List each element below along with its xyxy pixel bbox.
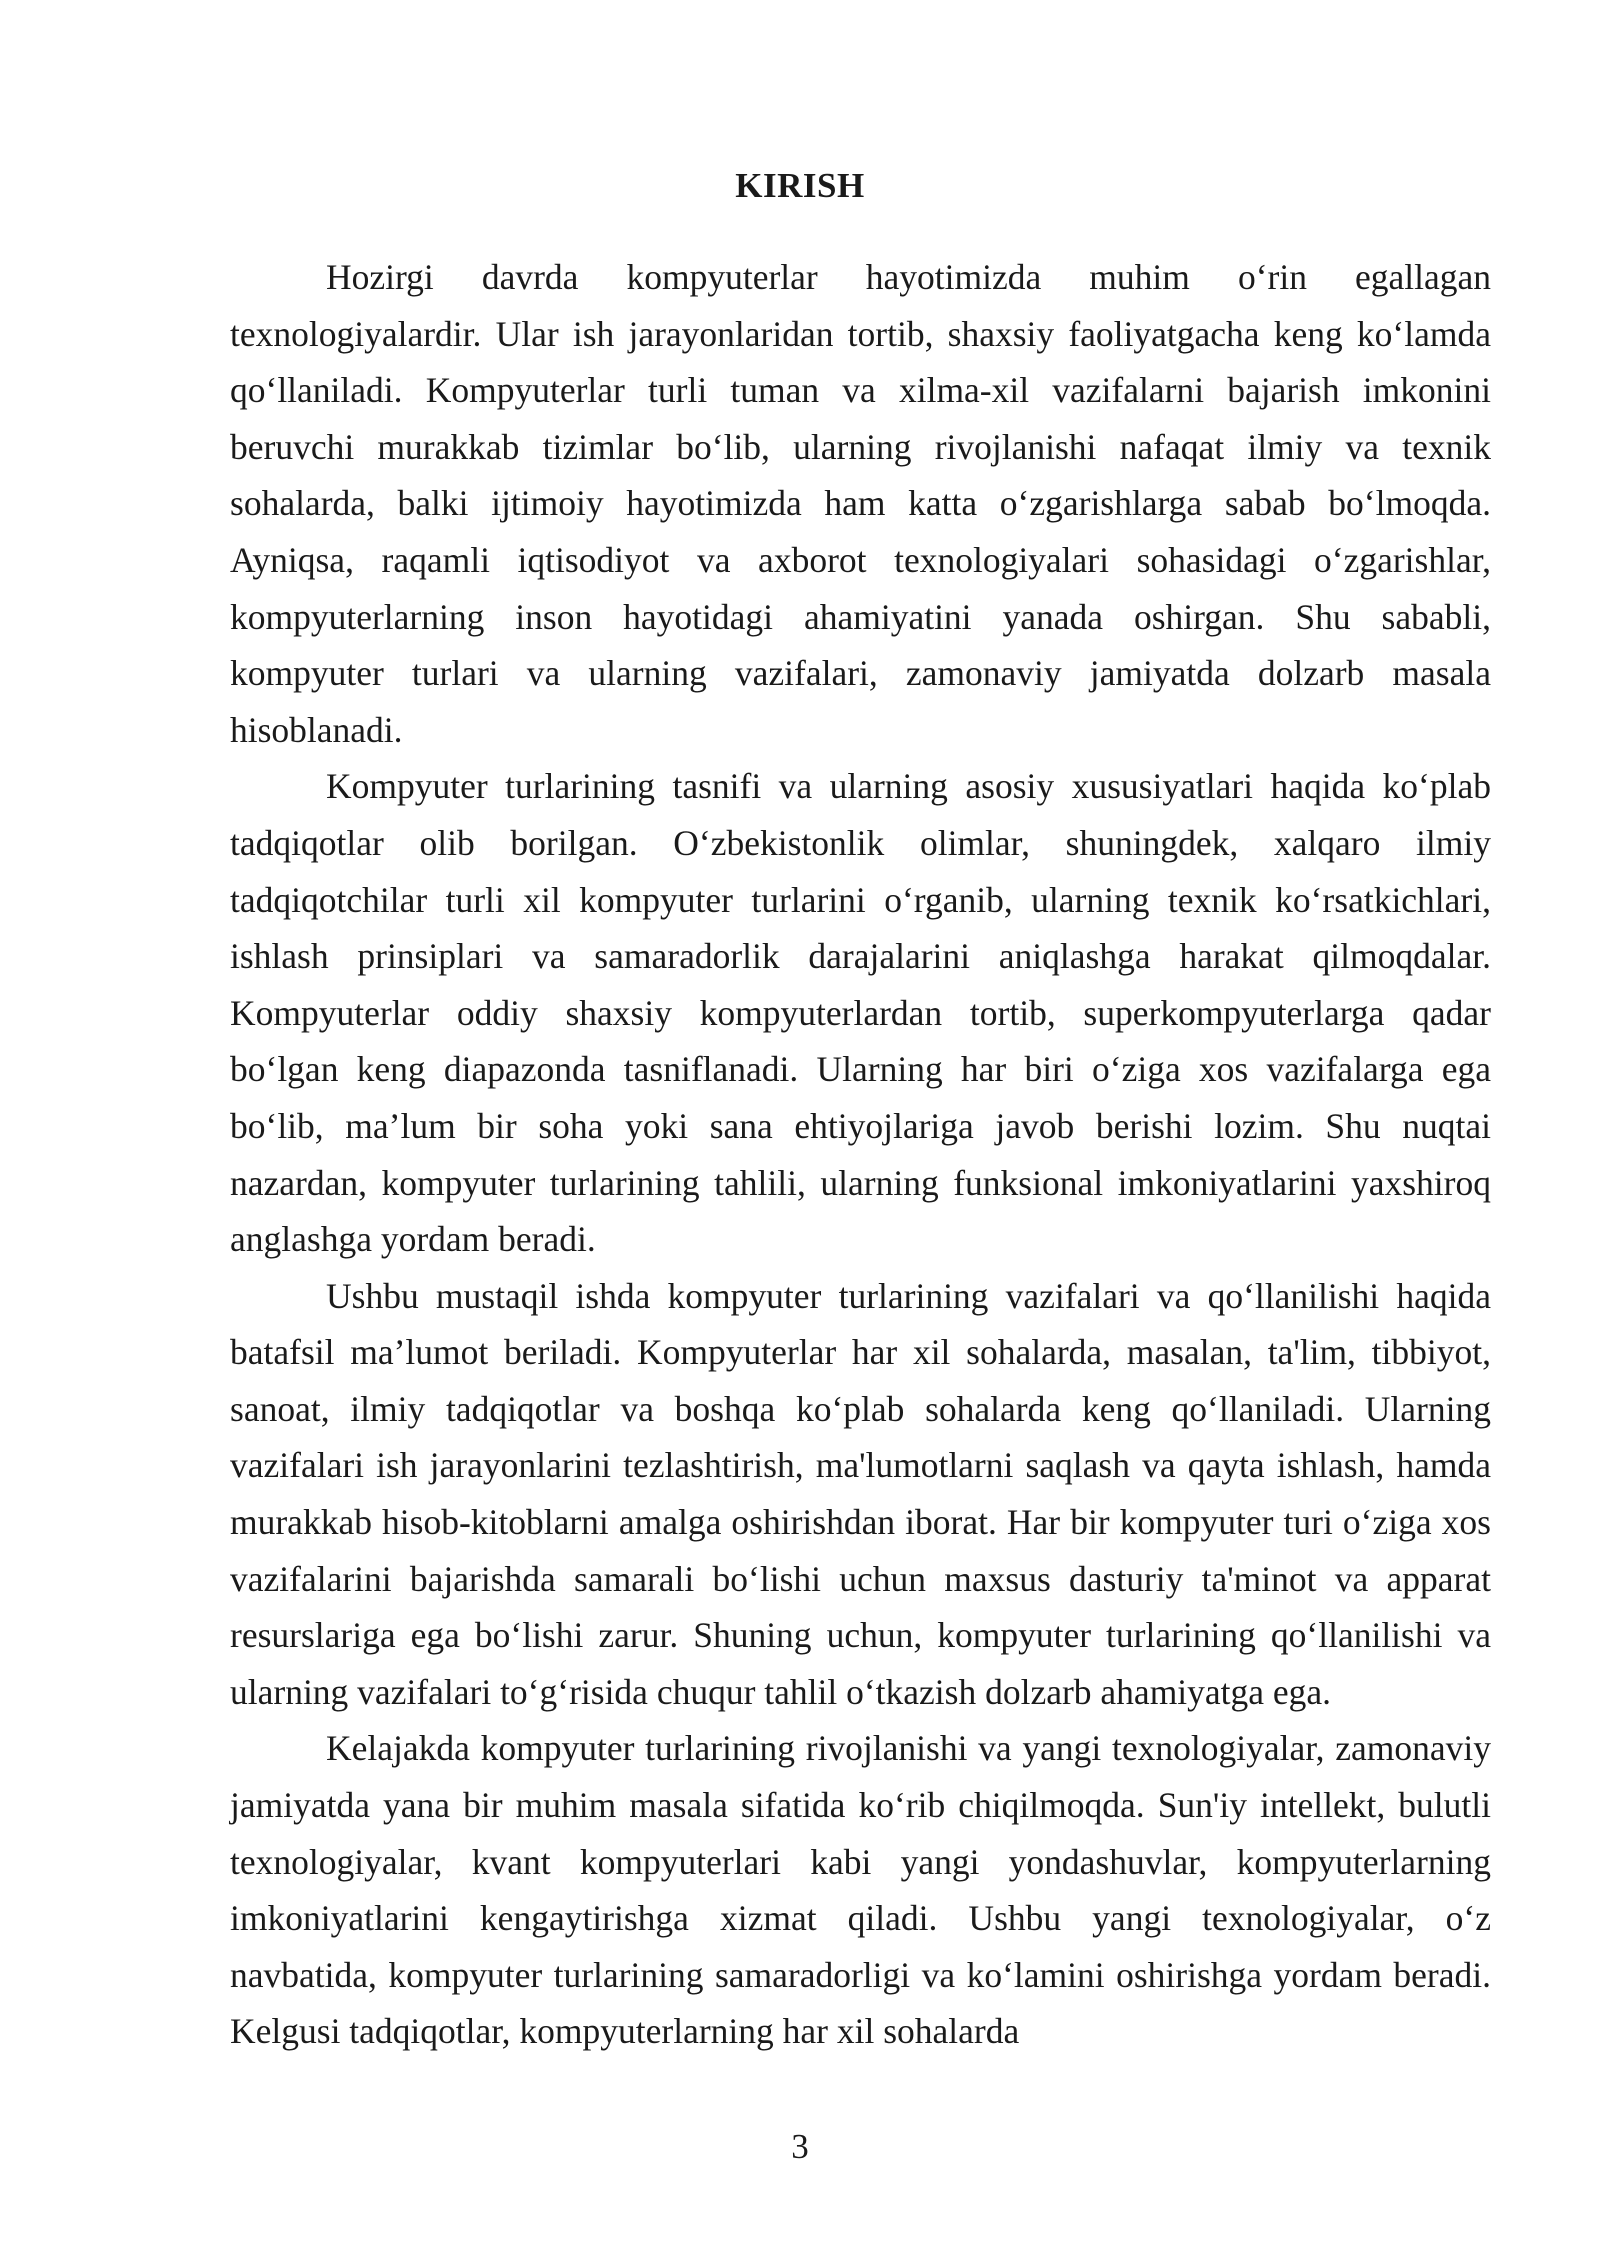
paragraph-3: Ushbu mustaqil ishda kompyuter turlarining vazifalari va qo‘llanilishi haqida batafsil ma’lumot beriladi. Kompyuterlar har xil sohalarda, masalan, ta'lim, tibbiyot, sanoat, ilmiy tadqiqotlar va boshqa ko‘plab sohalarda keng qo‘llaniladi. Ularning vazifalari ish jarayonlarini tezlashtirish, ma'lumotlarni saqlash va qayta ishlash, hamda murakkab hisob-kitoblarni amalga oshirishdan iborat. Har bir kompyuter turi o‘ziga xos vazifalarini bajarishda samarali bo‘lishi uchun maxsus dasturiy ta'minot va apparat resurslariga ega bo‘lishi zarur. Shuning uchun, kompyuter turlarining qo‘llanilishi va ularning vazifalari to‘g‘risida chuqur tahlil o‘tkazish dolzarb ahamiyatga ega. [230,1275,1491,1712]
page-title: KIRISH [735,166,865,205]
paragraph-1: Hozirgi davrda kompyuterlar hayotimizda muhim o‘rin egallagan texnologiyalardir. Ular ish jarayonlaridan tortib, shaxsiy faoliyatgacha keng ko‘lamda qo‘llaniladi. Kompyuterlar turli tuman va xilma-xil vazifalarni bajarish imkonini beruvchi murakkab tizimlar bo‘lib, ularning rivojlanishi nafaqat ilmiy va texnik sohalarda, balki ijtimoiy hayotimizda ham katta o‘zgarishlarga sabab bo‘lmoqda. Ayniqsa, raqamli iqtisodiyot va axborot texnologiyalari sohasidagi o‘zgarishlar, kompyuterlarning inson hayotidagi ahamiyatini yanada oshirgan. Shu sababli, kompyuter turlari va ularning vazifalari, zamonaviy jamiyatda dolzarb masala hisoblanadi. [230,257,1491,750]
paragraph-4: Kelajakda kompyuter turlarining rivojlanishi va yangi texnologiyalar, zamonaviy jamiyatda yana bir muhim masala sifatida ko‘rib chiqilmoqda. Sun'iy intellekt, bulutli texnologiyalar, kvant kompyuterlari kabi yangi yondashuvlar, kompyuterlarning imkoniyatlarini kengaytirishga xizmat qiladi. Ushbu yangi texnologiyalar, o‘z navbatida, kompyuter turlarining samaradorligi va ko‘lamini oshirishga yordam beradi. Kelgusi tadqiqotlar, kompyuterlarning har xil sohalarda [230,1728,1491,2052]
page-number: 3 [791,2127,809,2166]
body-text [230,249,1491,2060]
paragraph-2: Kompyuter turlarining tasnifi va ularning asosiy xususiyatlari haqida ko‘plab tadqiqotlar olib borilgan. O‘zbekistonlik olimlar, shuningdek, xalqaro ilmiy tadqiqotchilar turli xil kompyuter turlarini o‘rganib, ularning texnik ko‘rsatkichlari, ishlash prinsiplari va samaradorlik darajalarini aniqlashga harakat qilmoqdalar. Kompyuterlar oddiy shaxsiy kompyuterlardan tortib, superkompyuterlarga qadar bo‘lgan keng diapazonda tasniflanadi. Ularning har biri o‘ziga xos vazifalarga ega bo‘lib, ma’lum bir soha yoki sana ehtiyojlariga javob berishi lozim. Shu nuqtai nazardan, kompyuter turlarining tahlili, ularning funksional imkoniyatlarini yaxshiroq anglashga yordam beradi. [230,766,1491,1260]
